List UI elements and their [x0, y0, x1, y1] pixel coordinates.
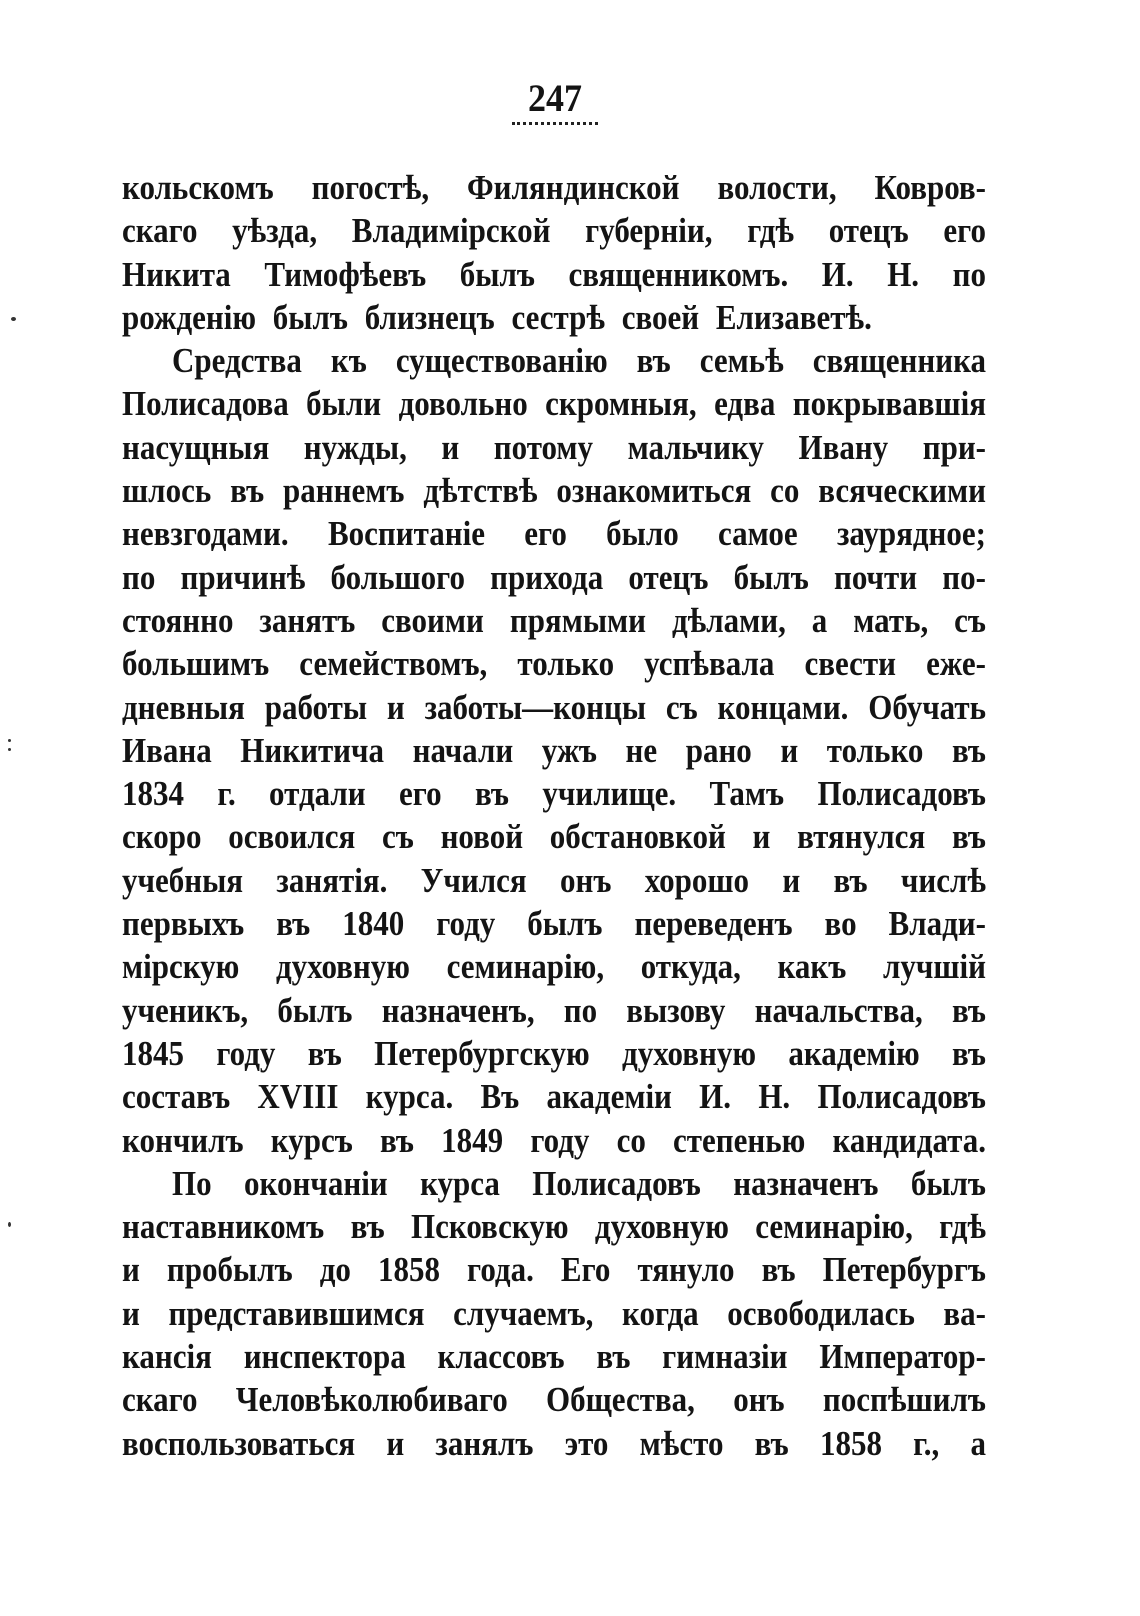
text-line: дневныя работы и заботы—концы съ концами. Обучать — [122, 687, 986, 727]
text-line: и представившимся случаемъ, когда освободилась ва- — [122, 1293, 986, 1333]
text-line: скоро освоился съ новой обстановкой и втянулся въ — [122, 817, 986, 857]
text-line: 1845 году въ Петербургскую духовную академію въ — [122, 1033, 986, 1073]
text-line: скаго уѣзда, Владимірской губерніи, гдѣ отецъ его — [122, 210, 986, 251]
text-line: составъ XVIII курса. Въ академіи И. Н. Полисадовъ — [122, 1076, 986, 1117]
scan-speck — [11, 317, 16, 321]
text-line: наставникомъ въ Псковскую духовную семинарію, гдѣ — [122, 1206, 986, 1246]
text-line: Ивана Никитича начали ужъ не рано и только въ — [122, 730, 986, 770]
text-line: большимъ семействомъ, только успѣвала свести еже- — [122, 643, 986, 684]
page-number: 247 — [528, 76, 582, 120]
text-line: первыхъ въ 1840 году былъ переведенъ во Влади- — [122, 903, 986, 943]
scan-speck — [8, 1222, 11, 1227]
text-line: ученикъ, былъ назначенъ, по вызову начальства, въ — [122, 990, 986, 1030]
text-line: Полисадова были довольно скромныя, едва покрывавшія — [122, 384, 986, 424]
paragraph — [122, 1162, 986, 1465]
paragraph — [122, 166, 986, 339]
text-line: невзгодами. Воспитаніе его было самое заурядное; — [122, 513, 986, 554]
body-text — [122, 166, 986, 1465]
text-line: кончилъ курсъ въ 1849 году со степенью кандидата. — [122, 1120, 986, 1160]
text-line: 1834 г. отдали его въ училище. Тамъ Полисадовъ — [122, 773, 986, 813]
paragraph — [122, 339, 986, 1162]
text-line: рожденію былъ близнецъ сестрѣ своей Елизаветѣ. — [122, 297, 872, 337]
text-line: стоянно занятъ своими прямыми дѣлами, а мать, съ — [122, 600, 986, 640]
text-line: и пробылъ до 1858 года. Его тянуло въ Петербургъ — [122, 1250, 986, 1290]
text-line: скаго Человѣколюбиваго Общества, онъ поспѣшилъ — [122, 1379, 986, 1420]
text-line: насущныя нужды, и потому мальчику Ивану при- — [122, 427, 986, 467]
text-line: Никита Тимофѣевъ былъ священникомъ. И. Н. по — [122, 254, 986, 294]
text-line: кансія инспектора классовъ въ гимназіи Император- — [122, 1336, 986, 1376]
text-line: По окончаніи курса Полисадовъ назначенъ былъ — [172, 1163, 986, 1203]
scan-speck — [8, 739, 11, 742]
text-line: кольскомъ погостѣ, Филяндинской волости, Ковров- — [122, 167, 986, 207]
text-line: по причинѣ большого прихода отецъ былъ почти по- — [122, 557, 986, 597]
text-line: мірскую духовную семинарію, откуда, какъ лучшій — [122, 946, 986, 987]
scan-speck — [8, 748, 11, 751]
text-line: шлось въ раннемъ дѣтствѣ ознакомиться со всяческими — [122, 470, 986, 510]
page-number-rule — [512, 122, 598, 125]
text-line: Средства къ существованію въ семьѣ священника — [172, 340, 986, 381]
text-line: воспользоваться и занялъ это мѣсто въ 1858 г., а — [122, 1423, 986, 1463]
text-line: учебныя занятія. Учился онъ хорошо и въ числѣ — [122, 860, 986, 900]
